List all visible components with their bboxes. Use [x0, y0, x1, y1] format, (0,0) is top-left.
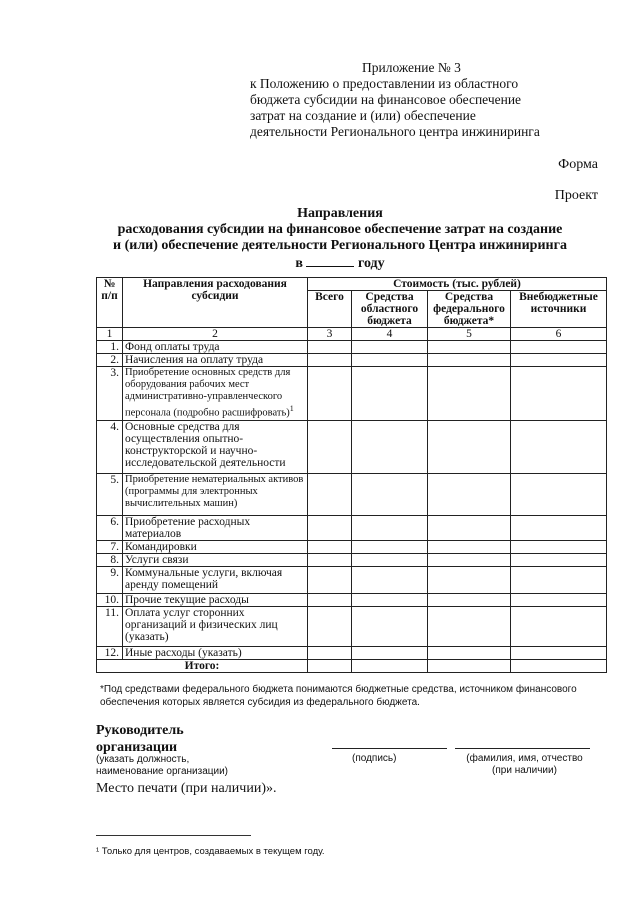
- amount-cell[interactable]: [511, 367, 607, 421]
- amount-cell[interactable]: [511, 515, 607, 540]
- table-row: [97, 540, 607, 553]
- amount-cell[interactable]: [308, 367, 352, 421]
- column-number-row: [97, 328, 607, 341]
- amount-cell[interactable]: [428, 420, 511, 473]
- amount-cell[interactable]: [308, 473, 352, 515]
- amount-cell[interactable]: [428, 473, 511, 515]
- position-note-line: наименование организации): [96, 766, 228, 777]
- table-row: [97, 553, 607, 566]
- amount-cell[interactable]: [352, 473, 428, 515]
- amount-cell[interactable]: [428, 566, 511, 593]
- amount-cell[interactable]: [511, 473, 607, 515]
- federal-footnote: *Под средствами федерального бюджета понимаются бюджетные средства, источником финансового обеспечения которых является субсидия из федерального бюджета.: [100, 684, 577, 708]
- header-direction: Направления расходования субсидии: [123, 278, 308, 328]
- row-label: [123, 367, 308, 421]
- title-year-line: [295, 254, 384, 272]
- colnum: 2: [123, 328, 308, 341]
- row-label-text: Командировки: [125, 540, 197, 553]
- amount-cell[interactable]: [352, 367, 428, 421]
- amount-cell[interactable]: [308, 540, 352, 553]
- row-number: 12.: [97, 646, 123, 659]
- table-row: [97, 606, 607, 646]
- amount-cell[interactable]: [511, 354, 607, 367]
- amount-cell[interactable]: [428, 540, 511, 553]
- head-line: Руководитель: [96, 723, 184, 738]
- form-label: Форма: [558, 157, 598, 172]
- total-cell[interactable]: [428, 659, 511, 672]
- amount-cell[interactable]: [308, 593, 352, 606]
- expense-table: [96, 277, 607, 673]
- total-cell[interactable]: [308, 659, 352, 672]
- amount-cell[interactable]: [352, 646, 428, 659]
- amount-cell[interactable]: [511, 606, 607, 646]
- colnum: 6: [511, 328, 607, 341]
- amount-cell[interactable]: [352, 420, 428, 473]
- amount-cell[interactable]: [308, 515, 352, 540]
- colnum: 5: [428, 328, 511, 341]
- name-line[interactable]: [455, 748, 590, 749]
- position-note-line: (указать должность,: [96, 754, 190, 765]
- title-line: расходования субсидии на финансовое обеспечение затрат на создание: [117, 222, 563, 237]
- appendix-line: бюджета субсидии на финансовое обеспечение: [250, 92, 522, 107]
- appendix-line: затрат на создание и (или) обеспечение: [250, 108, 476, 123]
- row-label: [123, 473, 308, 515]
- colnum: 3: [308, 328, 352, 341]
- header-num: № п/п: [97, 278, 123, 328]
- row-label-text: Иные расходы (указать): [125, 646, 242, 659]
- table-row: [97, 566, 607, 593]
- header-federal: Средства федерального бюджета*: [428, 291, 511, 328]
- amount-cell[interactable]: [352, 540, 428, 553]
- amount-cell[interactable]: [428, 367, 511, 421]
- amount-cell[interactable]: [308, 354, 352, 367]
- document-title: [80, 206, 600, 272]
- table-row: [97, 646, 607, 659]
- total-label: Итого:: [97, 659, 308, 672]
- head-line: организации: [96, 740, 178, 755]
- title-line: и (или) обеспечение деятельности Регионального Центра инжиниринга: [113, 238, 567, 253]
- amount-cell[interactable]: [308, 566, 352, 593]
- total-row: [97, 659, 607, 672]
- row-label: [123, 606, 308, 646]
- amount-cell[interactable]: [352, 606, 428, 646]
- row-label: [123, 515, 308, 540]
- row-label: [123, 646, 308, 659]
- row-label-text: Приобретение основных средств для оборудования рабочих мест административно-управленческого персонала (подробно расшифровать): [125, 367, 291, 419]
- amount-cell[interactable]: [352, 341, 428, 354]
- draft-label: Проект: [554, 188, 598, 203]
- amount-cell[interactable]: [511, 341, 607, 354]
- amount-cell[interactable]: [308, 420, 352, 473]
- amount-cell[interactable]: [428, 553, 511, 566]
- amount-cell[interactable]: [352, 553, 428, 566]
- head-title: [96, 722, 184, 756]
- amount-cell[interactable]: [511, 593, 607, 606]
- header-cost: Стоимость (тыс. рублей): [308, 278, 607, 291]
- appendix-line: деятельности Регионального центра инжиниринга: [250, 124, 540, 139]
- row-number: 7.: [97, 540, 123, 553]
- title-line: Направления: [297, 206, 383, 221]
- row-number: 10.: [97, 593, 123, 606]
- appendix-header: [250, 60, 610, 140]
- header-extra: Внебюджетные источники: [511, 291, 607, 328]
- row-number: 8.: [97, 553, 123, 566]
- signature-caption: (подпись): [352, 753, 397, 764]
- table-row: [97, 420, 607, 473]
- row-number: 1.: [97, 341, 123, 354]
- amount-cell[interactable]: [352, 593, 428, 606]
- table-header-row: [97, 278, 607, 291]
- row-label: [123, 420, 308, 473]
- amount-cell[interactable]: [308, 341, 352, 354]
- row-number: 9.: [97, 566, 123, 593]
- header-total: Всего: [308, 291, 352, 328]
- amount-cell[interactable]: [352, 515, 428, 540]
- footnote-1: ¹ Только для центров, создаваемых в текущем году.: [96, 846, 325, 857]
- table-row: [97, 367, 607, 421]
- row-number: 5.: [97, 473, 123, 515]
- footnote-marker: 1: [289, 404, 294, 413]
- signature-line[interactable]: [332, 748, 447, 749]
- row-label: [123, 540, 308, 553]
- amount-cell[interactable]: [308, 553, 352, 566]
- amount-cell[interactable]: [428, 606, 511, 646]
- table-row: [97, 354, 607, 367]
- amount-cell[interactable]: [428, 354, 511, 367]
- amount-cell[interactable]: [511, 420, 607, 473]
- row-label: [123, 354, 308, 367]
- row-number: 4.: [97, 420, 123, 473]
- amount-cell[interactable]: [511, 553, 607, 566]
- row-label: [123, 553, 308, 566]
- amount-cell[interactable]: [428, 515, 511, 540]
- amount-cell[interactable]: [352, 566, 428, 593]
- total-cell[interactable]: [511, 659, 607, 672]
- row-label-text: Коммунальные услуги, включая аренду помещений: [125, 566, 283, 591]
- amount-cell[interactable]: [308, 606, 352, 646]
- total-cell[interactable]: [352, 659, 428, 672]
- row-number: 6.: [97, 515, 123, 540]
- name-caption: (фамилия, имя, отчество (при наличии): [466, 753, 583, 776]
- row-label-text: Основные средства для осуществления опытно-конструкторской и научно-исследовательской деятельности: [125, 420, 286, 469]
- year-prefix: в: [295, 256, 303, 271]
- amount-cell[interactable]: [428, 646, 511, 659]
- table-body: [97, 341, 607, 660]
- appendix-line: к Положению о предоставлении из областного: [250, 76, 519, 91]
- row-label-text: Фонд оплаты труда: [125, 341, 220, 353]
- amount-cell[interactable]: [428, 593, 511, 606]
- row-label-text: Услуги связи: [125, 553, 189, 566]
- row-label-text: Прочие текущие расходы: [125, 593, 249, 606]
- colnum: 1: [97, 328, 123, 341]
- amount-cell[interactable]: [511, 566, 607, 593]
- table-row: [97, 593, 607, 606]
- colnum: 4: [352, 328, 428, 341]
- row-label-text: Начисления на оплату труда: [125, 354, 264, 366]
- header-regional: Средства областного бюджета: [352, 291, 428, 328]
- row-label: [123, 341, 308, 354]
- position-note: [96, 754, 228, 778]
- amount-cell[interactable]: [511, 646, 607, 659]
- row-label-text: Приобретение расходных материалов: [125, 515, 251, 540]
- amount-cell[interactable]: [428, 341, 511, 354]
- row-label: [123, 593, 308, 606]
- row-number: 11.: [97, 606, 123, 646]
- amount-cell[interactable]: [352, 354, 428, 367]
- year-suffix: году: [357, 256, 385, 271]
- amount-cell[interactable]: [511, 540, 607, 553]
- year-blank-field[interactable]: [306, 254, 354, 267]
- row-number: 3.: [97, 367, 123, 421]
- table-row: [97, 341, 607, 354]
- row-label-text: Оплата услуг сторонних организаций и физических лиц (указать): [125, 606, 278, 643]
- row-number: 2.: [97, 354, 123, 367]
- table-row: [97, 515, 607, 540]
- appendix-number: Приложение № 3: [362, 60, 461, 75]
- footnote-divider: [96, 835, 251, 836]
- table-row: [97, 473, 607, 515]
- stamp-place: Место печати (при наличии)».: [96, 781, 277, 796]
- row-label-text: Приобретение нематериальных активов (программы для электронных вычислительных машин): [125, 473, 304, 509]
- row-label: [123, 566, 308, 593]
- amount-cell[interactable]: [308, 646, 352, 659]
